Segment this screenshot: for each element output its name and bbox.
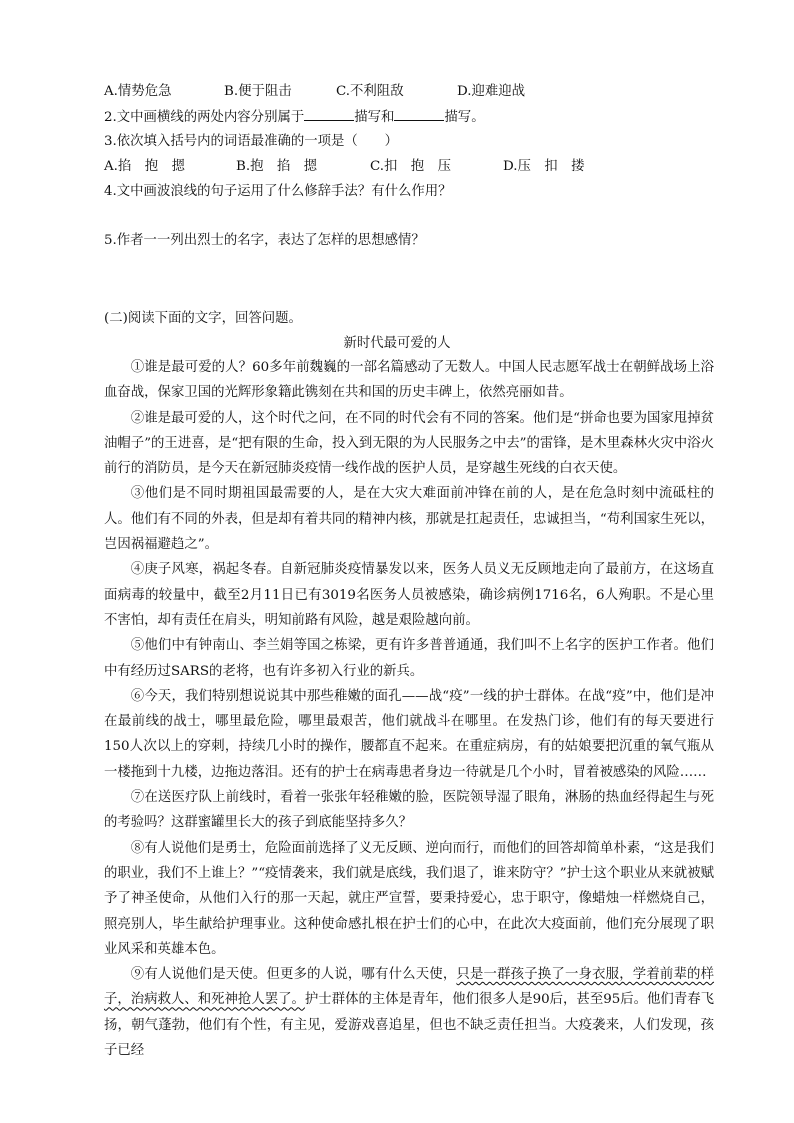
paragraph-3: ③他们是不同时期祖国最需要的人，是在大灾大难面前冲锋在前的人，是在危急时刻中流砥柱的人。他们有不同的外表，但是却有着共同的精神内核，那就是扛起责任，忠诚担当，“苟利国家生死以，岂因祸福避趋之”。 — [104, 486, 714, 553]
paragraph-8: ⑧有人说他们是勇士，危险面前选择了义无反顾、逆向而行，而他们的回答却简单朴素，“这是我们的职业，我们不上谁上？”“疫情袭来，我们就是底线，我们退了，谁来防守？”护士这个职业从来就被赋予了神圣使命，从他们入行的那一天起，就庄严宣誓，要秉持爱心，忠于职守，像蜡烛一样燃烧自己，照亮别人，毕生献给护理事业。这种使命感扎根在护士们的心中，在此次大疫面前，他们充分展现了职业风采和英雄本色。 — [104, 840, 714, 957]
question-1-options — [104, 83, 577, 101]
wavy-underlined-sentence: 只是一群孩子换了一身衣服，学着前辈的样子，治病救人、和死神抢人罢了。 — [104, 967, 715, 1008]
option-c: C.不利阻敌 — [336, 84, 404, 99]
article-title: 新时代最可爱的人 — [343, 336, 451, 351]
article-body — [104, 355, 714, 1063]
question-3: 3.依次填入括号内的词语最准确的一项是（ ） — [104, 134, 398, 149]
section-2-intro: (二)阅读下面的文字，回答问题。 — [104, 311, 302, 326]
question-4: 4.文中画波浪线的句子运用了什么修辞手法？有什么作用？ — [104, 184, 452, 199]
paragraph-4: ④庚子风寒，祸起冬春。自新冠肺炎疫情暴发以来，医务人员义无反顾地走向了最前方，在这场直面病毒的较量中，截至2月11日已有3019名医务人员被感染，确诊病例1716名，6人殉职。不是心里不害怕，却有责任在肩头，明知前路有风险，越是艰险越向前。 — [104, 562, 714, 628]
question-3-option-c: C.扣 抱 压 — [370, 159, 451, 174]
paragraph-6: ⑥今天，我们特别想说说其中那些稚嫩的面孔——战“疫”一线的护士群体。在战“疫”中，他们是冲在最前线的战士，哪里最危险，哪里最艰苦，他们就战斗在哪里。在发热门诊，他们有的每天要进行150人次以上的穿刺，持续几小时的操作，腰都直不起来。在重症病房，有的姑娘要把沉重的氧气瓶从一楼拖到十九楼，边拖边落泪。还有的护士在病毒患者身边一待就是几个小时，冒着被感染的风险…… — [104, 688, 714, 780]
paragraph-2: ②谁是最可爱的人，这个时代之问，在不同的时代会有不同的答案。他们是“拼命也要为国家甩掉贫油帽子”的王进喜，是“把有限的生命，投入到无限的为人民服务之中去”的雷锋，是木里森林火灾中浴火前行的消防员，是今天在新冠肺炎疫情一线作战的医护人员，是穿越生死线的白衣天使。 — [104, 410, 714, 477]
option-b: B.便于阻击 — [224, 84, 292, 99]
paragraph-5: ⑤他们中有钟南山、李兰娟等国之栋梁，更有许多普普通通，我们叫不上名字的医护工作者。他们中有经历过SARS的老将，也有许多初入行业的新兵。 — [104, 638, 714, 679]
option-d: D.迎难迎战 — [457, 84, 526, 99]
paragraph-1: ①谁是最可爱的人？60多年前魏巍的一部名篇感动了无数人。中国人民志愿军战士在朝鲜战场上浴血奋战，保家卫国的光辉形象籍此镌刻在共和国的历史丰碑上，依然亮丽如昔。 — [104, 360, 714, 401]
question-2: 2.文中画横线的两处内容分别属于 描写和 描写。 — [104, 110, 485, 125]
question-3-option-a: A.掐 抱 摁 — [104, 159, 185, 174]
question-5: 5.作者一一列出烈士的名字，表达了怎样的思想感情？ — [104, 233, 425, 248]
answer-blank-1 — [304, 108, 354, 121]
paragraph-9: ⑨有人说他们是天使。但更多的人说，哪有什么天使，只是一群孩子换了一身衣服，学着前辈的样子，治病救人、和死神抢人罢了。护士群体的主体是青年，他们很多人是90后，甚至95后。他们青春飞扬，朝气蓬勃，他们有个性，有主见，爱游戏喜追星，但也不缺乏责任担当。大疫袭来，人们发现，孩子已经 — [104, 967, 715, 1059]
option-a: A.情势危急 — [104, 84, 172, 99]
question-3-option-b: B.抱 掐 摁 — [236, 159, 318, 174]
question-3-option-d: D.压 扣 搂 — [503, 159, 585, 174]
paragraph-7: ⑦在送医疗队上前线时，看着一张张年轻稚嫩的脸，医院领导湿了眼角，淋肠的热血经得起生与死的考验吗？这群蜜罐里长大的孩子到底能坚持多久？ — [104, 790, 714, 831]
answer-blank-2 — [394, 108, 444, 121]
